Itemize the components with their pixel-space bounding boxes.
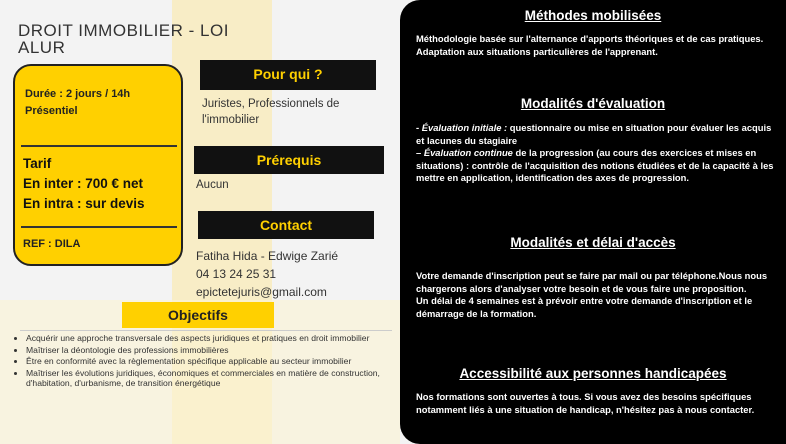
acces-text-2: Un délai de 4 semaines est à prévoir entre votre demande d'inscription et le démarrage de la formation. bbox=[416, 295, 753, 319]
acces-heading: Modalités et délai d'accès bbox=[510, 235, 676, 250]
info-panel bbox=[400, 0, 786, 444]
tarif-block bbox=[23, 154, 145, 214]
objectifs-divider bbox=[20, 330, 392, 331]
list-item: • Maîtriser la déontologie des professions immobilières bbox=[26, 345, 406, 356]
mode-text: Présentiel bbox=[25, 105, 78, 117]
evaluation-continue-prefix: – bbox=[416, 147, 424, 158]
contact-heading: Contact bbox=[198, 211, 374, 239]
methodes-heading: Méthodes mobilisées bbox=[524, 8, 662, 23]
tarif-intra: En intra : sur devis bbox=[23, 196, 145, 211]
contact-phone: 04 13 24 25 31 bbox=[196, 267, 277, 281]
pour-qui-text: Juristes, Professionnels de l'immobilier bbox=[202, 98, 340, 126]
objectifs-heading: Objectifs bbox=[122, 302, 274, 328]
card-divider bbox=[21, 226, 177, 228]
evaluation-text bbox=[416, 122, 778, 185]
accessibilite-text: Nos formations sont ouvertes à tous. Si vous avez des besoins spécifiques notamment liés à une situation de handicap, n'hésitez pas à nous contacter. bbox=[416, 391, 755, 415]
duration-text: Durée : 2 jours / 14h bbox=[25, 88, 131, 100]
list-item: • Acquérir une approche transversale des aspects juridiques et pratiques en droit immobilier bbox=[26, 333, 406, 344]
list-item: • Maîtriser les évolutions juridiques, économiques et commerciales en matière de construction, d'habitation, d'urbanisme, de transition énergétique bbox=[26, 368, 406, 389]
acces-text-1: Votre demande d'inscription peut se faire par mail ou par téléphone.Nous nous chargerons alors d'analyser votre besoin et de vous faire une proposition. bbox=[416, 270, 768, 294]
ref-code: REF : DILA bbox=[23, 238, 81, 250]
evaluation-initiale-text: questionnaire ou mise en situation pour évaluer les acquis et lacunes du stagiaire bbox=[416, 122, 772, 146]
evaluation-continue-label: Évaluation continue bbox=[423, 147, 513, 158]
pour-qui-heading: Pour qui ? bbox=[200, 60, 376, 90]
list-item: • Être en conformité avec la règlementation spécifique applicable au secteur immobilier bbox=[26, 356, 406, 367]
evaluation-continue-text: de la progression (au cours des exercices et mises en situations) : contrôle de l'acquisition des notions étudiées et de la capacité à les mettre en application, identification des axes de progression. bbox=[416, 147, 774, 183]
tarif-inter: En inter : 700 € net bbox=[23, 176, 144, 191]
card-duration-block bbox=[25, 86, 130, 120]
prerequis-heading: Prérequis bbox=[194, 146, 384, 174]
accessibilite-heading: Accessibilité aux personnes handicapées bbox=[459, 366, 727, 381]
evaluation-initiale-label: - Évaluation initiale : bbox=[416, 122, 508, 133]
tarif-label: Tarif bbox=[23, 156, 52, 171]
info-card bbox=[13, 64, 183, 266]
card-divider bbox=[21, 145, 177, 147]
methodes-text: Méthodologie basée sur l'alternance d'apports théoriques et de cas pratiques. Adaptation aux situations particulières de l'apprenant. bbox=[416, 33, 764, 57]
acces-text bbox=[416, 270, 778, 320]
page-title: DROIT IMMOBILIER - LOI ALUR bbox=[18, 21, 229, 57]
contact-block bbox=[196, 247, 338, 301]
contact-names: Fatiha Hida - Edwige Zarié bbox=[196, 249, 339, 263]
prerequis-text: Aucun bbox=[196, 179, 229, 191]
objectifs-list bbox=[12, 333, 406, 390]
contact-email[interactable]: epictetejuris@gmail.com bbox=[196, 285, 327, 299]
evaluation-heading: Modalités d'évaluation bbox=[520, 96, 666, 111]
